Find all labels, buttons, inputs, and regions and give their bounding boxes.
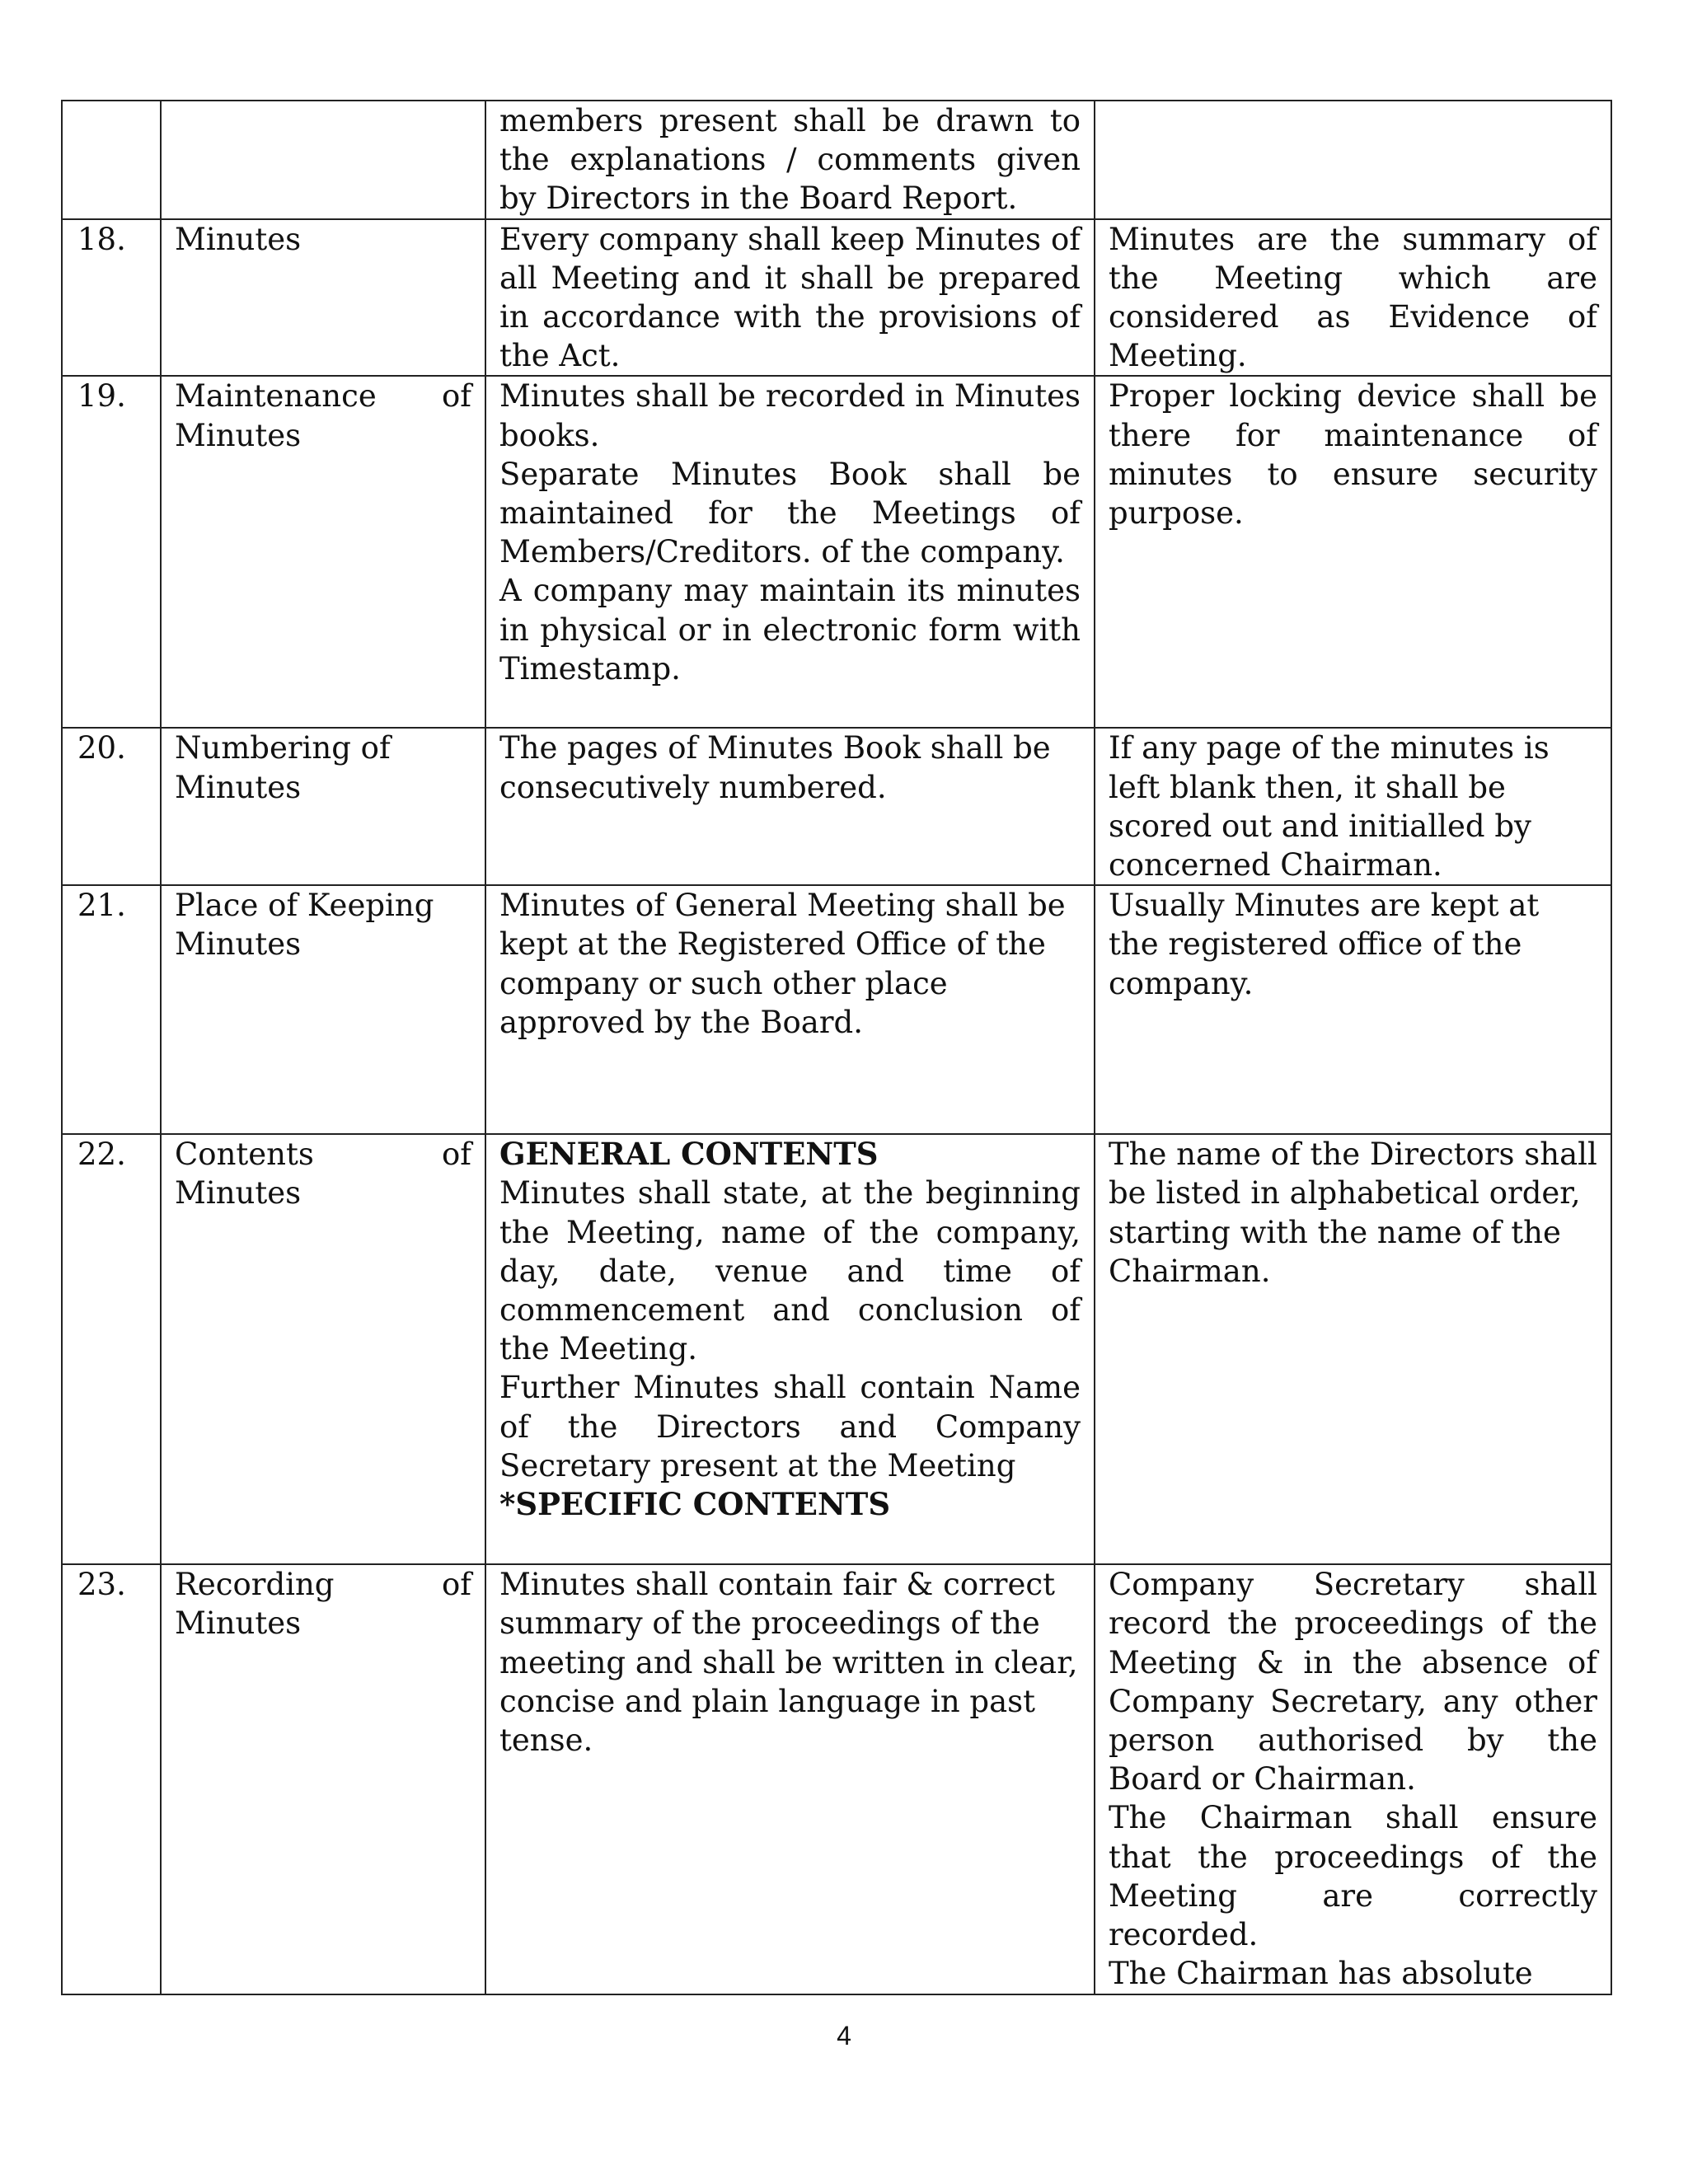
serial-number-cell: 18. [62,219,161,377]
serial-number-cell [62,101,161,219]
topic-cell [161,728,485,885]
provision-text: Further Minutes shall contain Name of the Directors and Company Secretary present at the Meeting [499,1370,1081,1483]
serial-number-cell: 20. [62,728,161,885]
table-row [62,728,1611,885]
provision-cell [485,219,1095,377]
table-row [62,101,1611,219]
provision-text: Minutes shall contain fair & correct summary of the proceedings of the meeting and shall be written in clear, concise and plain language in past tense. [499,1567,1078,1759]
remarks-text: The Chairman has absolute [1109,1956,1533,1992]
provision-cell [485,885,1095,1134]
topic-text: Numbering of Minutes [175,730,391,805]
remarks-text: If any page of the minutes is left blank then, it shall be scored out and initialled by concerned Chairman. [1109,730,1550,883]
topic-cell [161,101,485,219]
provision-text: Separate Minutes Book shall be maintained for the Meetings of Members/Creditors. of the company. [499,456,1081,570]
topic-cell [161,376,485,728]
topic-cell [161,885,485,1134]
serial-number-cell: 19. [62,376,161,728]
provision-text: Minutes shall be recorded in Minutes books. [499,378,1081,453]
serial-number-cell: 22. [62,1134,161,1564]
topic-cell [161,219,485,377]
remarks-text: Company Secretary shall record the proceedings of the Meeting & in the absence of Company Secretary, any other person authorised by the Board or Chairman. [1109,1567,1597,1797]
minutes-table [61,100,1612,1995]
remarks-text: The name of the Directors shall be listed in alphabetical order, starting with the name of the Chairman. [1109,1137,1597,1289]
general-contents-heading: GENERAL CONTENTS [499,1136,879,1173]
provision-text: Every company shall keep Minutes of all Meeting and it shall be prepared in accordance with the provisions of the Act. [499,221,1081,374]
topic-text: Recording of Minutes [175,1567,471,1642]
serial-number-cell: 23. [62,1564,161,1994]
provision-cell [485,101,1095,219]
topic-text: Place of Keeping Minutes [175,888,434,963]
remarks-cell [1095,1134,1611,1564]
provision-cell [485,1134,1095,1564]
topic-cell [161,1564,485,1994]
provision-text: A company may maintain its minutes in physical or in electronic form with Timestamp. [499,573,1081,687]
topic-text: Minutes [175,221,302,257]
remarks-text: Minutes are the summary of the Meeting which are considered as Evidence of Meeting. [1109,221,1597,374]
remarks-text: Proper locking device shall be there for maintenance of minutes to ensure security purpose. [1109,378,1597,532]
table-row [62,376,1611,728]
provision-text: Minutes shall state, at the beginning the Meeting, name of the company, day, date, venue and time of commencement and conclusion of the Meeting. [499,1175,1081,1367]
remarks-cell [1095,728,1611,885]
remarks-cell [1095,376,1611,728]
table-row [62,1134,1611,1564]
serial-number-cell: 21. [62,885,161,1134]
specific-contents-heading: *SPECIFIC CONTENTS [499,1486,891,1523]
provision-text: The pages of Minutes Book shall be consecutively numbered. [499,730,1051,805]
remarks-cell [1095,885,1611,1134]
topic-cell [161,1134,485,1564]
remarks-text: The Chairman shall ensure that the proceedings of the Meeting are correctly recorded. [1109,1800,1597,1953]
remarks-cell [1095,219,1611,377]
table-row [62,885,1611,1134]
provision-text: Minutes of General Meeting shall be kept at the Registered Office of the company or such other place approved by the Board. [499,888,1066,1040]
page-number: 4 [837,2021,851,2050]
provision-cell [485,1564,1095,1994]
provision-text: members present shall be drawn to the explanations / comments given by Directors in the Board Report. [499,103,1081,217]
topic-text: Maintenance of Minutes [175,378,471,453]
remarks-cell [1095,101,1611,219]
topic-text: Contents of Minutes [175,1137,471,1212]
remarks-text: Usually Minutes are kept at the registered office of the company. [1109,888,1540,1001]
provision-cell [485,728,1095,885]
remarks-cell [1095,1564,1611,1994]
provision-cell [485,376,1095,728]
table-row [62,1564,1611,1994]
table-row [62,219,1611,377]
